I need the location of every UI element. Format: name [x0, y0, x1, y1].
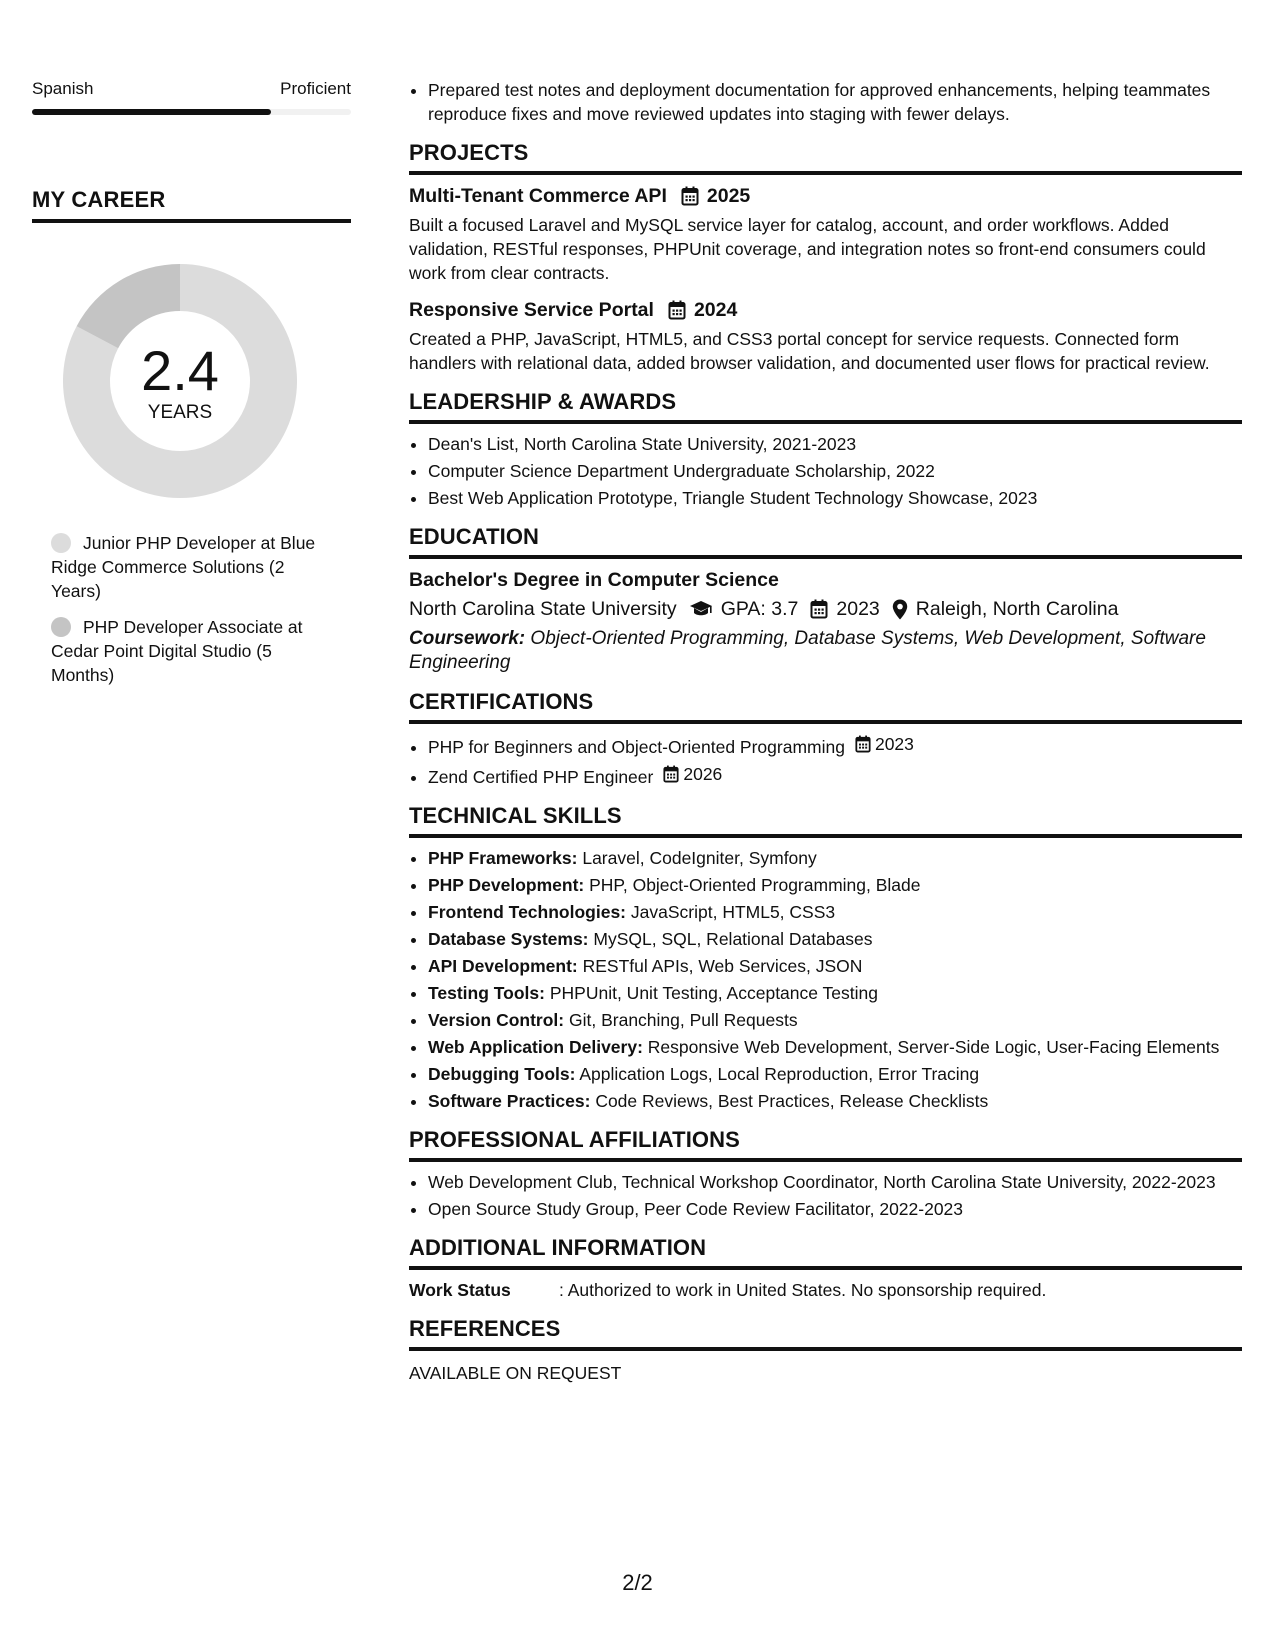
skill-value: PHP, Object-Oriented Programming, Blade — [589, 875, 921, 895]
skill-label: PHP Development: — [428, 875, 585, 895]
skill-item — [428, 1089, 1242, 1113]
skill-label: API Development: — [428, 956, 578, 976]
language-row — [32, 78, 351, 100]
project-title-row — [409, 183, 1242, 209]
donut-center — [56, 257, 304, 505]
career-donut-chart — [56, 257, 304, 505]
skill-item — [428, 927, 1242, 951]
skill-label: Web Application Delivery: — [428, 1037, 643, 1057]
additional-heading: ADDITIONAL INFORMATION — [409, 1235, 1242, 1270]
affiliations-list — [409, 1170, 1242, 1221]
skill-value: JavaScript, HTML5, CSS3 — [630, 902, 836, 922]
education-gpa: GPA: 3.7 — [720, 598, 799, 620]
education-year: 2023 — [836, 598, 880, 620]
awards-list — [409, 432, 1242, 510]
work-status-label: Work Status — [409, 1280, 511, 1300]
certification-year: 2026 — [683, 764, 723, 784]
certification-year: 2023 — [874, 734, 914, 754]
career-item-label: Junior PHP Developer at Blue Ridge Commerce Solutions (2 Years) — [51, 533, 316, 601]
skill-label: Database Systems: — [428, 929, 589, 949]
skill-item — [428, 981, 1242, 1005]
skill-item — [428, 1035, 1242, 1059]
project-title-row — [409, 297, 1242, 323]
certification-date — [663, 762, 722, 786]
experience-bullet: • Prepared test notes and deployment documentation for approved enhancements, helping teammates reproduce fixes and move reviewed updates into staging with fewer delays. — [428, 78, 1242, 126]
certification-name: PHP for Beginners and Object-Oriented Programming — [428, 737, 845, 757]
language-level-fill — [32, 109, 271, 115]
skill-value: Application Logs, Local Reproduction, Error Tracing — [579, 1064, 980, 1084]
language-name: Spanish — [32, 79, 94, 98]
calendar-icon — [663, 765, 679, 783]
legend-dot-icon — [51, 617, 71, 637]
skill-item — [428, 954, 1242, 978]
skill-value: PHPUnit, Unit Testing, Acceptance Testing — [549, 983, 879, 1003]
certification-item — [428, 732, 1242, 759]
skill-label: Software Practices: — [428, 1091, 591, 1111]
legend-dot-icon — [51, 533, 71, 553]
education-school: North Carolina State University — [409, 598, 677, 620]
certification-date — [855, 732, 914, 756]
graduation-cap-icon — [689, 600, 713, 618]
education-degree: Bachelor's Degree in Computer Science — [409, 569, 779, 591]
references-heading: REFERENCES — [409, 1316, 1242, 1351]
project-item — [409, 297, 1242, 375]
calendar-icon — [810, 599, 828, 619]
award-item: • Dean's List, North Carolina State University, 2021-2023 — [428, 432, 1242, 456]
education-location: Raleigh, North Carolina — [915, 598, 1119, 620]
skill-value: Git, Branching, Pull Requests — [569, 1010, 798, 1030]
project-title: Responsive Service Portal — [409, 299, 654, 321]
right-column — [409, 78, 1242, 1385]
coursework-label: Coursework: — [409, 628, 526, 649]
skill-value: RESTful APIs, Web Services, JSON — [582, 956, 863, 976]
affiliation-item: • Web Development Club, Technical Workshop Coordinator, North Carolina State University, 2022-2023 — [428, 1170, 1242, 1194]
skill-label: Version Control: — [428, 1010, 565, 1030]
coursework-list: Object-Oriented Programming, Database Systems, Web Development, Software Engineering — [409, 628, 1206, 673]
project-year: 2024 — [693, 299, 738, 321]
skill-item — [428, 900, 1242, 924]
skill-item — [428, 1062, 1242, 1086]
skills-list — [409, 846, 1242, 1113]
project-item — [409, 183, 1242, 285]
skill-item — [428, 1008, 1242, 1032]
skill-label: Debugging Tools: — [428, 1064, 576, 1084]
skill-item — [428, 846, 1242, 870]
project-description: Created a PHP, JavaScript, HTML5, and CSS3 portal concept for service requests. Connected form handlers with relational data, added browser validation, and documented user flows for practical review. — [409, 329, 1210, 373]
project-description: Built a focused Laravel and MySQL service layer for catalog, account, and order workflows. Added validation, RESTful responses, PHPUnit coverage, and integration notes so front-end consumers could work from clear contracts. — [409, 215, 1206, 283]
map-pin-icon — [892, 599, 908, 620]
skill-label: Frontend Technologies: — [428, 902, 627, 922]
left-column — [32, 78, 351, 699]
language-level-bar — [32, 109, 351, 115]
certification-name: Zend Certified PHP Engineer — [428, 767, 654, 787]
skill-value: Responsive Web Development, Server-Side Logic, User-Facing Elements — [647, 1037, 1220, 1057]
references-text: AVAILABLE ON REQUEST — [409, 1363, 622, 1383]
certification-item — [428, 762, 1242, 789]
awards-heading: LEADERSHIP & AWARDS — [409, 389, 1242, 424]
affiliations-heading: PROFESSIONAL AFFILIATIONS — [409, 1127, 1242, 1162]
project-title: Multi-Tenant Commerce API — [409, 185, 667, 207]
work-status-row — [409, 1278, 1242, 1302]
skill-item — [428, 873, 1242, 897]
career-item — [51, 615, 331, 687]
career-legend — [51, 531, 331, 687]
career-heading: MY CAREER — [32, 187, 351, 223]
calendar-icon — [855, 735, 871, 753]
skill-value: MySQL, SQL, Relational Databases — [593, 929, 873, 949]
affiliation-item: • Open Source Study Group, Peer Code Review Facilitator, 2022-2023 — [428, 1197, 1242, 1221]
language-level: Proficient — [280, 79, 351, 98]
award-item: • Best Web Application Prototype, Triangle Student Technology Showcase, 2023 — [428, 486, 1242, 510]
calendar-icon — [668, 300, 686, 320]
education-details — [409, 595, 1242, 623]
experience-bullets — [409, 78, 1242, 126]
certifications-list — [409, 732, 1242, 789]
education-coursework — [409, 627, 1242, 675]
career-total-unit: YEARS — [147, 402, 213, 423]
work-status-value: : Authorized to work in United States. No sponsorship required. — [559, 1280, 1047, 1300]
career-total-value: 2.4 — [141, 339, 219, 402]
skill-value: Code Reviews, Best Practices, Release Checklists — [595, 1091, 989, 1111]
career-item-label: PHP Developer Associate at Cedar Point Digital Studio (5 Months) — [51, 617, 303, 685]
project-year: 2025 — [706, 185, 751, 207]
calendar-icon — [681, 186, 699, 206]
award-item: • Computer Science Department Undergraduate Scholarship, 2022 — [428, 459, 1242, 483]
projects-heading: PROJECTS — [409, 140, 1242, 175]
skill-label: Testing Tools: — [428, 983, 545, 1003]
skill-value: Laravel, CodeIgniter, Symfony — [582, 848, 817, 868]
projects-list — [409, 183, 1242, 375]
career-item — [51, 531, 331, 603]
skill-label: PHP Frameworks: — [428, 848, 578, 868]
certifications-heading: CERTIFICATIONS — [409, 689, 1242, 724]
skills-heading: TECHNICAL SKILLS — [409, 803, 1242, 838]
page-number: 2/2 — [622, 1570, 653, 1595]
education-heading: EDUCATION — [409, 524, 1242, 559]
